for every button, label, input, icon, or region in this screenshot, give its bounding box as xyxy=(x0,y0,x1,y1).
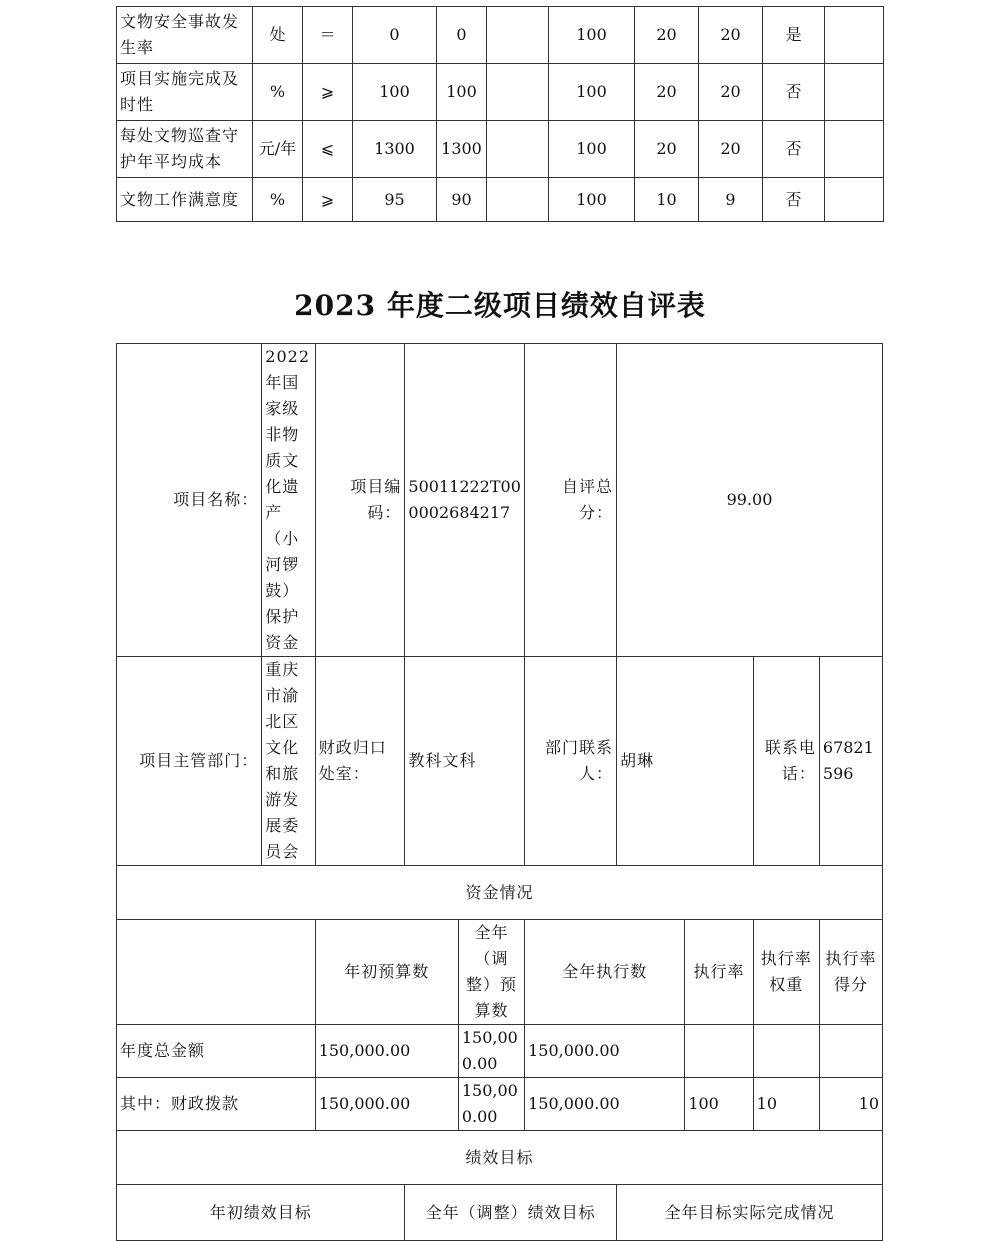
indicator-flag: 否 xyxy=(763,121,825,178)
col-executed: 全年执行数 xyxy=(525,920,685,1025)
perf-header-row xyxy=(117,1131,883,1185)
table-row xyxy=(117,1078,883,1131)
indicator-target: 100 xyxy=(353,64,437,121)
col-actual-completion: 全年目标实际完成情况 xyxy=(616,1185,882,1241)
indicator-score-max: 20 xyxy=(635,64,699,121)
contact: 胡琳 xyxy=(616,657,753,866)
indicator-flag: 是 xyxy=(763,7,825,64)
indicator-name: 项目实施完成及时性 xyxy=(117,64,253,121)
indicator-score: 20 xyxy=(699,64,763,121)
contact-label: 部门联系人： xyxy=(525,657,617,866)
indicator-unit: % xyxy=(253,64,303,121)
indicator-note xyxy=(825,178,884,222)
project-info-row xyxy=(117,344,883,657)
indicator-score-max: 20 xyxy=(635,7,699,64)
indicator-score: 20 xyxy=(699,7,763,64)
indicator-weight: 100 xyxy=(549,64,635,121)
indicator-weight: 100 xyxy=(549,7,635,64)
col-initial-budget: 年初预算数 xyxy=(315,920,458,1025)
department-row xyxy=(117,657,883,866)
self-score-label: 自评总分： xyxy=(525,344,617,657)
funds-weight xyxy=(753,1025,819,1078)
indicator-score-max: 10 xyxy=(635,178,699,222)
indicator-blank xyxy=(487,121,549,178)
indicator-blank xyxy=(487,178,549,222)
funds-score xyxy=(819,1025,882,1078)
funds-score: 10 xyxy=(819,1078,882,1131)
funds-adjusted: 150,000.00 xyxy=(458,1025,524,1078)
funds-row-label: 其中：财政拨款 xyxy=(117,1078,316,1131)
table-row xyxy=(117,7,884,64)
evaluation-table xyxy=(116,343,883,1241)
indicator-flag: 否 xyxy=(763,178,825,222)
funds-row-label: 年度总金额 xyxy=(117,1025,316,1078)
phone: 67821596 xyxy=(819,657,882,866)
col-exec-score: 执行率得分 xyxy=(819,920,882,1025)
indicator-table xyxy=(116,6,884,222)
funds-adjusted: 150,000.00 xyxy=(458,1078,524,1131)
project-name-label: 项目名称： xyxy=(117,344,262,657)
funds-executed: 150,000.00 xyxy=(525,1078,685,1131)
funds-weight: 10 xyxy=(753,1078,819,1131)
indicator-operator: ⩾ xyxy=(303,178,353,222)
indicator-blank xyxy=(487,7,549,64)
funds-rate: 100 xyxy=(685,1078,753,1131)
funds-rate xyxy=(685,1025,753,1078)
indicator-name: 每处文物巡查守护年平均成本 xyxy=(117,121,253,178)
indicator-note xyxy=(825,121,884,178)
funds-header: 资金情况 xyxy=(117,866,883,920)
indicator-note xyxy=(825,64,884,121)
evaluation-rows xyxy=(117,344,883,1241)
finance-office: 教科文科 xyxy=(405,657,525,866)
indicator-actual: 1300 xyxy=(437,121,487,178)
indicator-unit: % xyxy=(253,178,303,222)
funds-initial: 150,000.00 xyxy=(315,1078,458,1131)
phone-label: 联系电话： xyxy=(753,657,819,866)
indicator-flag: 否 xyxy=(763,64,825,121)
indicator-score: 9 xyxy=(699,178,763,222)
indicator-target: 1300 xyxy=(353,121,437,178)
dept-label: 项目主管部门： xyxy=(117,657,262,866)
table-row xyxy=(117,1025,883,1078)
col-exec-weight: 执行率权重 xyxy=(753,920,819,1025)
indicator-target: 0 xyxy=(353,7,437,64)
indicator-target: 95 xyxy=(353,178,437,222)
funds-corner xyxy=(117,920,316,1025)
indicator-operator: ⩾ xyxy=(303,64,353,121)
indicator-weight: 100 xyxy=(549,178,635,222)
project-code: 50011222T000002684217 xyxy=(405,344,525,657)
self-score: 99.00 xyxy=(616,344,882,657)
table-row xyxy=(117,121,884,178)
col-exec-rate: 执行率 xyxy=(685,920,753,1025)
col-initial-target: 年初绩效目标 xyxy=(117,1185,405,1241)
perf-header: 绩效目标 xyxy=(117,1131,883,1185)
indicator-actual: 100 xyxy=(437,64,487,121)
indicator-actual: 0 xyxy=(437,7,487,64)
indicator-rows xyxy=(117,7,884,222)
indicator-name: 文物工作满意度 xyxy=(117,178,253,222)
project-code-label: 项目编码： xyxy=(315,344,405,657)
indicator-score: 20 xyxy=(699,121,763,178)
col-adjusted-budget: 全年（调整）预算数 xyxy=(458,920,524,1025)
funds-columns-row xyxy=(117,920,883,1025)
indicator-name: 文物安全事故发生率 xyxy=(117,7,253,64)
indicator-note xyxy=(825,7,884,64)
table-row xyxy=(117,64,884,121)
indicator-score-max: 20 xyxy=(635,121,699,178)
indicator-operator: ⩽ xyxy=(303,121,353,178)
indicator-unit: 元/年 xyxy=(253,121,303,178)
col-adjusted-target: 全年（调整）绩效目标 xyxy=(405,1185,617,1241)
indicator-blank xyxy=(487,64,549,121)
perf-columns-row xyxy=(117,1185,883,1241)
finance-office-label: 财政归口处室： xyxy=(315,657,405,866)
project-name: 2022 年国家级非物质文化遗产（小河锣鼓）保护资金 xyxy=(262,344,315,657)
page-title: 2023 年度二级项目绩效自评表 xyxy=(294,289,706,322)
indicator-unit: 处 xyxy=(253,7,303,64)
indicator-weight: 100 xyxy=(549,121,635,178)
dept: 重庆市渝北区文化和旅游发展委员会 xyxy=(262,657,315,866)
funds-initial: 150,000.00 xyxy=(315,1025,458,1078)
indicator-actual: 90 xyxy=(437,178,487,222)
indicator-operator: ＝ xyxy=(303,7,353,64)
funds-header-row xyxy=(117,866,883,920)
funds-executed: 150,000.00 xyxy=(525,1025,685,1078)
table-row xyxy=(117,178,884,222)
